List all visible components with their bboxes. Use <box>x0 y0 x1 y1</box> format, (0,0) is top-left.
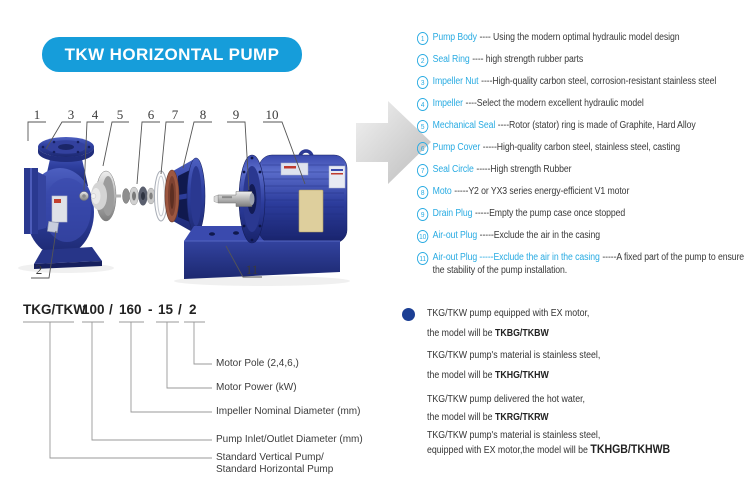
parts-list-item <box>417 229 752 243</box>
model-code-slash: / <box>109 302 113 317</box>
part-desc: ---- high strength rubber parts <box>472 54 584 65</box>
impeller-illustration <box>91 171 121 221</box>
part-name: Moto <box>432 186 452 197</box>
part-desc: -----Y2 or YX3 series energy-efficient V1 motor <box>454 186 630 197</box>
parts-list-item <box>417 75 752 89</box>
page-title: TKW HORIZONTAL PUMP <box>64 44 280 64</box>
part-desc: ----Rotor (stator) ring is made of Graphite, Hard Alloy <box>497 120 696 131</box>
label-pump-type-line1: Standard Vertical Pump/ <box>216 452 324 463</box>
part-name: Air-out Plug <box>432 230 478 241</box>
note-model-code: TKBG/TKBW <box>494 328 549 339</box>
note-line2: the model will be <box>427 412 495 423</box>
label-inlet-outlet-diameter: Pump Inlet/Outlet Diameter (mm) <box>216 434 363 445</box>
part-desc: ----Select the modern excellent hydraulic model <box>465 98 644 109</box>
part-number-badge: 5 <box>417 120 428 133</box>
part-number-badge: 3 <box>417 76 428 89</box>
parts-list-item <box>417 185 752 199</box>
part-number-2: 2 <box>35 262 43 277</box>
label-impeller-diameter: Impeller Nominal Diameter (mm) <box>216 406 361 417</box>
note-line2: the model will be <box>427 328 495 339</box>
label-pump-type-line2: Standard Horizontal Pump <box>216 463 334 475</box>
parts-list-item <box>417 31 752 45</box>
part-name: Pump Body <box>432 32 477 43</box>
part-number-6: 6 <box>147 107 155 122</box>
note-stainless <box>427 346 717 386</box>
mechanical-seal-illustration <box>123 187 156 206</box>
part-desc: -----A fixed part of the pump to ensure the stability of the pump installation. <box>432 252 745 276</box>
model-code-series: TKG/TKW <box>23 302 86 317</box>
part-desc: -----Exclude the air in the casing <box>479 230 601 241</box>
parts-list-item <box>417 119 752 133</box>
part-name: Mechanical Seal <box>432 120 496 131</box>
part-number-badge: 11 <box>417 252 428 265</box>
note-hot-water <box>427 391 717 427</box>
part-name: Impeller <box>432 98 463 109</box>
part-number-badge: 8 <box>417 186 428 199</box>
part-number-9: 9 <box>232 107 240 122</box>
part-number-4: 4 <box>91 107 99 122</box>
part-desc: ----High-quality carbon steel, corrosion-resistant stainless steel <box>481 76 717 87</box>
part-desc: -----Empty the pump case once stopped <box>475 208 626 219</box>
part-number-badge: 6 <box>417 142 428 155</box>
note-stainless-ex <box>427 429 717 457</box>
note-model-code: TKHG/TKHW <box>494 370 549 381</box>
part-name: Seal Circle <box>432 164 474 175</box>
note-ex-motor <box>427 304 717 344</box>
part-number-badge: 10 <box>417 230 428 243</box>
part-name: Drain Plug <box>432 208 473 219</box>
part-number-badge: 7 <box>417 164 428 177</box>
model-code-pole: 2 <box>189 302 197 317</box>
part-number-11: 11 <box>245 262 259 277</box>
model-code-dash: - <box>148 302 153 317</box>
note-line1: TKG/TKW pump delivered the hot water, <box>427 394 585 405</box>
parts-list-item <box>417 97 752 111</box>
model-code-power: 15 <box>158 302 174 317</box>
part-name: Seal Ring <box>432 54 470 65</box>
part-name: Pump Cover <box>432 142 481 153</box>
base-front-illustration <box>184 241 340 279</box>
title-banner <box>42 37 302 72</box>
part-desc: ---- Using the modern optimal hydraulic model design <box>479 32 680 43</box>
parts-list-item <box>417 53 752 67</box>
label-motor-power: Motor Power (kW) <box>216 382 297 393</box>
part-number-3: 3 <box>67 107 75 122</box>
part-number-10: 10 <box>265 107 279 122</box>
parts-list-item <box>417 251 752 277</box>
parts-list-item <box>417 141 752 155</box>
part-name: Impeller Nut <box>432 76 479 87</box>
part-number-1: 1 <box>33 107 41 122</box>
note-line2: the model will be <box>427 370 495 381</box>
part-number-badge: 2 <box>417 54 428 67</box>
part-number-badge: 4 <box>417 98 428 111</box>
part-number-badge: 1 <box>417 32 428 45</box>
part-number-7: 7 <box>171 107 179 122</box>
bullet-dot-icon <box>402 308 415 321</box>
part-desc: -----High-quality carbon steel, stainless steel, casting <box>482 142 680 153</box>
note-model-code: TKRG/TKRW <box>494 412 549 423</box>
part-number-5: 5 <box>116 107 124 122</box>
note-line1: TKG/TKW pump's material is stainless steel, <box>427 430 601 441</box>
part-number-badge: 9 <box>417 208 428 221</box>
motor-illustration <box>259 151 347 243</box>
parts-list-item <box>417 163 752 177</box>
label-pump-type <box>216 452 333 475</box>
part-number-8: 8 <box>199 107 207 122</box>
model-code-inlet: 100 <box>82 302 105 317</box>
pump-cover-illustration <box>165 158 205 234</box>
part-desc: -----High strength Rubber <box>476 164 572 175</box>
pump-body-illustration <box>24 137 102 269</box>
label-motor-pole: Motor Pole (2,4,6,) <box>216 358 299 369</box>
parts-list <box>417 31 752 285</box>
impeller-nut-illustration <box>80 192 89 201</box>
note-model-code: TKHGB/TKHWB <box>590 441 671 456</box>
note-line1: TKG/TKW pump's material is stainless steel, <box>427 350 601 361</box>
model-code-slash2: / <box>178 302 182 317</box>
part-name: Air-out Plug -----Exclude the air in the casing <box>432 252 600 263</box>
model-code-impeller: 160 <box>119 302 142 317</box>
note-line2: equipped with EX motor,the model will be <box>427 444 591 456</box>
model-code-lines <box>23 322 212 458</box>
parts-list-item <box>417 207 752 221</box>
note-line1: TKG/TKW pump equipped with EX motor, <box>427 308 590 319</box>
